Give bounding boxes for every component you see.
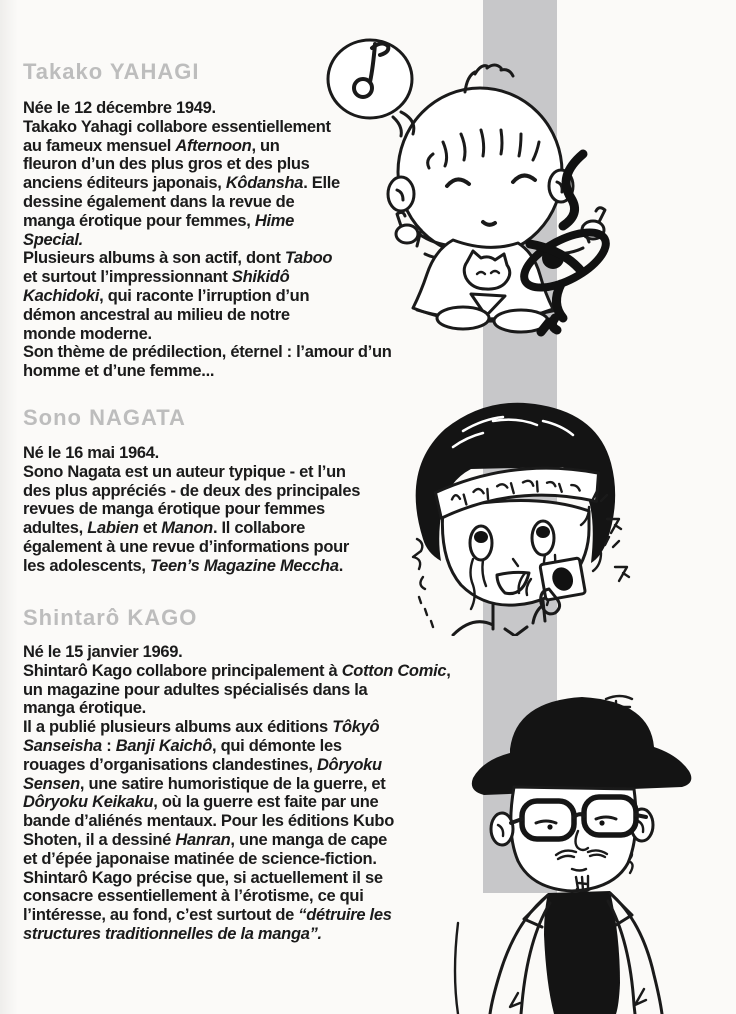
text-line bbox=[23, 362, 392, 381]
white-coat bbox=[455, 893, 662, 1014]
text-segment: au fameux mensuel bbox=[23, 136, 176, 155]
text-line bbox=[23, 699, 451, 718]
text-segment: anciens éditeurs japonais, bbox=[23, 174, 226, 193]
text-segment: Plusieurs albums à son actif, dont bbox=[23, 249, 285, 268]
text-segment: structures traditionnelles de la manga”. bbox=[23, 924, 322, 943]
text-line bbox=[23, 557, 360, 576]
text-segment: Sono Nagata est un auteur typique - et l’un bbox=[23, 462, 346, 481]
text-segment: démon ancestral au milieu de notre bbox=[23, 305, 290, 324]
text-segment: Sensen bbox=[23, 774, 80, 793]
text-line bbox=[23, 287, 392, 306]
text-line bbox=[23, 925, 451, 944]
text-segment: des plus appréciés - de deux des principales bbox=[23, 481, 361, 500]
kago-signature-vertical bbox=[606, 696, 633, 873]
text-line bbox=[23, 831, 451, 850]
text-segment: Manon bbox=[161, 519, 213, 538]
text-segment: manga érotique. bbox=[23, 699, 146, 718]
text-segment: . Il collabore bbox=[212, 519, 306, 538]
section-heading-nagata: Sono NAGATA bbox=[23, 405, 186, 430]
text-segment: , qui démonte les bbox=[212, 736, 342, 755]
text-segment: Dôryoku Keikaku bbox=[23, 793, 154, 812]
text-segment: Kachidoki bbox=[23, 286, 100, 305]
text-segment: revues de manga érotique pour femmes bbox=[23, 500, 325, 519]
text-segment: “détruire les bbox=[298, 906, 392, 925]
text-segment: Dôryoku bbox=[316, 755, 382, 774]
text-segment: Hanran bbox=[175, 830, 231, 849]
section-heading-kago: Shintarô KAGO bbox=[23, 605, 198, 630]
text-segment: et surtout l’impressionnant bbox=[23, 268, 232, 287]
text-line bbox=[23, 137, 392, 156]
text-line bbox=[23, 193, 392, 212]
text-segment: manga érotique pour femmes, bbox=[23, 211, 255, 230]
text-segment: Shikidô bbox=[231, 268, 290, 287]
text-segment: Banji Kaichô bbox=[115, 736, 213, 755]
text-segment: consacre essentiellement à l’érotisme, ce qui bbox=[23, 887, 364, 906]
text-line bbox=[23, 887, 451, 906]
text-segment: bande d’aliénés mentaux. Pour les éditions Kubo bbox=[23, 812, 394, 831]
text-segment: , où la guerre est faite par une bbox=[153, 793, 379, 812]
text-segment: Takako Yahagi collabore essentiellement bbox=[23, 117, 331, 136]
text-segment: , bbox=[446, 661, 451, 680]
text-line bbox=[23, 155, 392, 174]
text-segment: Il a publié plusieurs albums aux éditions bbox=[23, 718, 333, 737]
text-line bbox=[23, 343, 392, 362]
kago-illustration bbox=[430, 683, 736, 1014]
text-segment: un magazine pour adultes spécialisés dans la bbox=[23, 680, 368, 699]
text-line bbox=[23, 444, 360, 463]
text-line bbox=[23, 212, 392, 231]
text-line bbox=[23, 325, 392, 344]
bio-text-yahagi bbox=[23, 99, 392, 381]
text-segment: rouages d’organisations clandestines, bbox=[23, 755, 317, 774]
kago-mouth bbox=[572, 869, 586, 871]
text-segment: Tôkyô bbox=[332, 718, 380, 737]
text-line bbox=[23, 718, 451, 737]
text-segment: homme et d’une femme... bbox=[23, 362, 215, 381]
text-segment: Née le 12 décembre 1949. bbox=[23, 99, 216, 117]
text-line bbox=[23, 869, 451, 888]
moustache bbox=[556, 850, 607, 859]
text-line bbox=[23, 482, 360, 501]
text-segment: monde moderne. bbox=[23, 324, 152, 343]
text-line bbox=[23, 306, 392, 325]
section-heading-yahagi: Takako YAHAGI bbox=[23, 59, 200, 84]
text-segment: Special. bbox=[23, 230, 83, 249]
text-segment: , une satire humoristique de la guerre, et bbox=[79, 774, 386, 793]
text-segment: Né le 16 mai 1964. bbox=[23, 444, 159, 462]
text-line bbox=[23, 681, 451, 700]
yo-glyph bbox=[354, 43, 388, 97]
text-segment: Taboo bbox=[284, 249, 333, 268]
text-line bbox=[23, 118, 392, 137]
text-line bbox=[23, 268, 392, 287]
kago-ear-right bbox=[631, 809, 653, 841]
goatee bbox=[576, 876, 590, 892]
text-segment: fleuron d’un des plus gros et des plus bbox=[23, 155, 310, 174]
text-segment: Teen’s Magazine Meccha bbox=[149, 556, 339, 575]
text-line bbox=[23, 538, 360, 557]
text-segment: Hime bbox=[254, 211, 294, 230]
text-segment: Labien bbox=[87, 519, 139, 538]
text-line bbox=[23, 99, 392, 118]
text-segment: Né le 15 janvier 1969. bbox=[23, 643, 183, 661]
text-segment: et bbox=[138, 519, 162, 538]
text-segment: . Elle bbox=[303, 174, 340, 193]
text-line bbox=[23, 174, 392, 193]
text-line bbox=[23, 249, 392, 268]
sfx-pata-pata bbox=[581, 491, 629, 581]
text-segment: Shoten, il a dessiné bbox=[23, 830, 176, 849]
text-line bbox=[23, 793, 451, 812]
text-segment: Shintarô Kago précise que, si actuellement il se bbox=[23, 868, 383, 887]
text-line bbox=[23, 231, 392, 250]
text-segment: Son thème de prédilection, éternel : l’amour d’un bbox=[23, 343, 392, 362]
turtleneck bbox=[544, 891, 620, 1014]
bio-text-kago bbox=[23, 643, 451, 944]
text-line bbox=[23, 463, 360, 482]
text-segment: l’intéresse, au fond, c’est surtout de bbox=[23, 906, 299, 925]
text-segment: Kôdansha bbox=[225, 174, 304, 193]
text-line bbox=[23, 643, 451, 662]
text-segment: Sanseisha bbox=[23, 736, 102, 755]
text-line bbox=[23, 500, 360, 519]
kago-nose bbox=[576, 831, 589, 850]
text-line bbox=[23, 775, 451, 794]
text-segment: dessine également dans la revue de bbox=[23, 192, 295, 211]
text-line bbox=[23, 756, 451, 775]
text-line bbox=[23, 906, 451, 925]
text-segment: Cotton Comic bbox=[341, 661, 447, 680]
text-segment: , qui raconte l’irruption d’un bbox=[99, 286, 310, 305]
bio-text-nagata bbox=[23, 444, 360, 576]
text-segment: et d’épée japonaise matinée de science-fiction. bbox=[23, 849, 377, 868]
text-line bbox=[23, 662, 451, 681]
gray-vertical-band bbox=[483, 0, 557, 893]
text-segment: , une manga de cape bbox=[230, 830, 387, 849]
text-segment: Shintarô Kago collabore principalement à bbox=[23, 661, 342, 680]
page-edge-shadow bbox=[0, 0, 18, 1014]
text-line bbox=[23, 737, 451, 756]
text-segment: adultes, bbox=[23, 519, 88, 538]
text-segment: : bbox=[101, 736, 116, 755]
text-segment: . bbox=[338, 556, 343, 575]
text-segment: également à une revue d’informations pour bbox=[23, 537, 350, 556]
text-segment: , un bbox=[251, 136, 280, 155]
text-line bbox=[23, 519, 360, 538]
text-line bbox=[23, 850, 451, 869]
sfx-jiin bbox=[413, 539, 433, 627]
text-segment: les adolescents, bbox=[23, 556, 150, 575]
baby-foot-left bbox=[437, 307, 489, 329]
text-segment: Afternoon bbox=[175, 136, 252, 155]
text-line bbox=[23, 812, 451, 831]
